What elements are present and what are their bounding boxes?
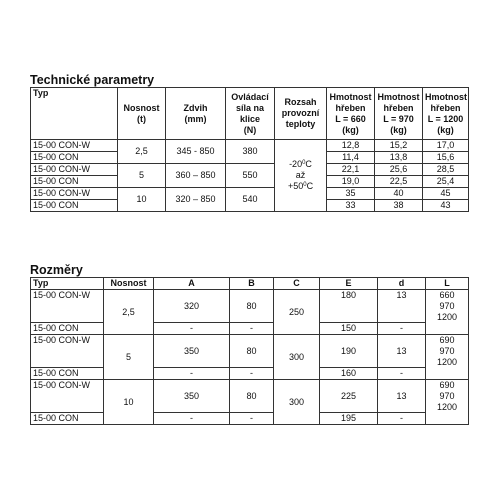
cell-typ: 15-00 CON-W (31, 380, 104, 413)
temp-max-value: +50 (287, 181, 304, 191)
cell-typ: 15-00 CON-W (31, 188, 118, 200)
cell-typ: 15-00 CON (31, 152, 118, 164)
header-c: C (274, 278, 320, 290)
cell-sila: 550 (226, 164, 275, 188)
cell-l (426, 290, 469, 335)
cell-a: 350 (154, 380, 230, 413)
cell-zdvih: 360 – 850 (166, 164, 226, 188)
header-rozsah (275, 88, 327, 140)
cell-e: 160 (320, 368, 378, 380)
cell-d: 13 (378, 380, 426, 413)
length-value: 1200 (436, 312, 458, 322)
technical-parameters-title: Technické parametry (30, 73, 155, 87)
cell-typ: 15-00 CON-W (31, 335, 104, 368)
cell-d: 13 (378, 335, 426, 368)
cell-d: - (378, 368, 426, 380)
header-b: B (230, 278, 274, 290)
header-zdvih (166, 88, 226, 140)
table-row (31, 188, 469, 200)
temp-max (277, 181, 324, 192)
cell-m1200: 25,4 (423, 176, 469, 188)
header-h660-line: hřeben (335, 102, 366, 113)
header-zdvih-unit: (mm) (184, 113, 207, 124)
cell-a: 320 (154, 290, 230, 323)
header-h660-line: L = 660 (335, 113, 366, 124)
header-h660-unit: (kg) (342, 124, 359, 135)
header-hmotnost-660 (327, 88, 375, 140)
degree-symbol: 0 (302, 160, 306, 166)
cell-zdvih: 345 - 850 (166, 140, 226, 164)
cell-typ: 15-00 CON-W (31, 140, 118, 152)
cell-d: - (378, 413, 426, 425)
cell-e: 195 (320, 413, 378, 425)
table-row (31, 323, 469, 335)
table-row (31, 140, 469, 152)
cell-a: - (154, 368, 230, 380)
cell-m970: 22,5 (375, 176, 423, 188)
cell-nosnost: 5 (104, 335, 154, 380)
cell-c: 300 (274, 380, 320, 425)
header-e: E (320, 278, 378, 290)
cell-m1200: 17,0 (423, 140, 469, 152)
cell-m1200: 43 (423, 200, 469, 212)
temp-conj: až (295, 170, 306, 180)
header-h1200-line: Hmotnost (425, 91, 467, 102)
dimensions-header-row (31, 278, 469, 290)
header-h1200-line: hřeben (430, 102, 461, 113)
header-nosnost-line: Nosnost (123, 102, 160, 113)
header-h1200-line: L = 1200 (427, 113, 464, 124)
temp-unit: C (305, 159, 312, 169)
header-typ: Typ (31, 278, 104, 290)
cell-typ: 15-00 CON (31, 368, 104, 380)
header-h970-line: hřeben (383, 102, 414, 113)
header-l: L (426, 278, 469, 290)
length-value: 970 (439, 346, 455, 356)
cell-m660: 12,8 (327, 140, 375, 152)
length-value: 970 (439, 391, 455, 401)
dimensions-title: Rozměry (30, 263, 83, 277)
cell-a: - (154, 413, 230, 425)
length-value: 690 (439, 380, 455, 390)
header-hmotnost-970 (375, 88, 423, 140)
cell-m660: 19,0 (327, 176, 375, 188)
cell-sila: 380 (226, 140, 275, 164)
cell-nosnost: 10 (104, 380, 154, 425)
cell-e: 225 (320, 380, 378, 413)
header-hmotnost-1200 (423, 88, 469, 140)
cell-m660: 22,1 (327, 164, 375, 176)
header-sila-line: síla na (235, 102, 264, 113)
cell-m1200: 15,6 (423, 152, 469, 164)
cell-nosnost: 10 (118, 188, 166, 212)
cell-m970: 15,2 (375, 140, 423, 152)
cell-m1200: 28,5 (423, 164, 469, 176)
cell-d: - (378, 323, 426, 335)
table-row (31, 380, 469, 413)
cell-a: 350 (154, 335, 230, 368)
table-row (31, 335, 469, 368)
header-nosnost-unit: (t) (137, 113, 146, 124)
cell-zdvih: 320 – 850 (166, 188, 226, 212)
cell-e: 190 (320, 335, 378, 368)
cell-d: 13 (378, 290, 426, 323)
cell-m970: 25,6 (375, 164, 423, 176)
header-d: d (378, 278, 426, 290)
cell-typ: 15-00 CON (31, 176, 118, 188)
table-row (31, 368, 469, 380)
cell-sila: 540 (226, 188, 275, 212)
header-rozsah-line: Rozsah (284, 97, 317, 107)
cell-c: 250 (274, 290, 320, 335)
table-row (31, 290, 469, 323)
cell-c: 300 (274, 335, 320, 380)
cell-e: 150 (320, 323, 378, 335)
table-row (31, 164, 469, 176)
header-sila-line: klice (239, 113, 261, 124)
cell-nosnost: 2,5 (118, 140, 166, 164)
temp-min (277, 159, 324, 170)
header-sila-unit: (N) (243, 124, 257, 135)
header-nosnost (118, 88, 166, 140)
length-value: 690 (439, 335, 455, 345)
cell-l (426, 335, 469, 380)
header-zdvih-line: Zdvih (183, 102, 208, 113)
cell-a: - (154, 323, 230, 335)
header-sila (226, 88, 275, 140)
temp-unit: C (306, 181, 314, 191)
header-nosnost: Nosnost (104, 278, 154, 290)
cell-m660: 33 (327, 200, 375, 212)
header-h970-line: L = 970 (383, 113, 414, 124)
cell-b: 80 (230, 290, 274, 323)
header-h970-line: Hmotnost (377, 91, 420, 102)
cell-nosnost: 5 (118, 164, 166, 188)
technical-parameters-table (30, 87, 469, 212)
cell-m660: 11,4 (327, 152, 375, 164)
header-a: A (154, 278, 230, 290)
technical-header-row (31, 88, 469, 140)
cell-typ: 15-00 CON-W (31, 290, 104, 323)
cell-b: 80 (230, 380, 274, 413)
length-value: 970 (439, 301, 455, 311)
cell-temperature-range (275, 140, 327, 212)
cell-m970: 38 (375, 200, 423, 212)
cell-m970: 13,8 (375, 152, 423, 164)
length-value: 1200 (436, 357, 458, 367)
header-h660-line: Hmotnost (329, 91, 372, 102)
degree-symbol: 0 (303, 182, 307, 188)
length-value: 1200 (436, 402, 458, 412)
header-h1200-unit: (kg) (437, 124, 454, 135)
cell-b: - (230, 413, 274, 425)
cell-l (426, 380, 469, 425)
header-rozsah-line: provozní (281, 108, 320, 118)
temp-min-value: -20 (289, 159, 303, 169)
cell-nosnost: 2,5 (104, 290, 154, 335)
header-h970-unit: (kg) (390, 124, 407, 135)
cell-typ: 15-00 CON (31, 200, 118, 212)
cell-typ: 15-00 CON (31, 413, 104, 425)
cell-m1200: 45 (423, 188, 469, 200)
cell-e: 180 (320, 290, 378, 323)
cell-typ: 15-00 CON-W (31, 164, 118, 176)
cell-b: - (230, 368, 274, 380)
cell-b: 80 (230, 335, 274, 368)
length-value: 660 (439, 290, 455, 300)
cell-m970: 40 (375, 188, 423, 200)
cell-b: - (230, 323, 274, 335)
cell-m660: 35 (327, 188, 375, 200)
header-sila-line: Ovládací (231, 91, 269, 102)
table-row (31, 413, 469, 425)
dimensions-table (30, 277, 469, 425)
cell-typ: 15-00 CON (31, 323, 104, 335)
header-rozsah-line: teploty (285, 119, 316, 129)
header-typ: Typ (31, 88, 118, 140)
